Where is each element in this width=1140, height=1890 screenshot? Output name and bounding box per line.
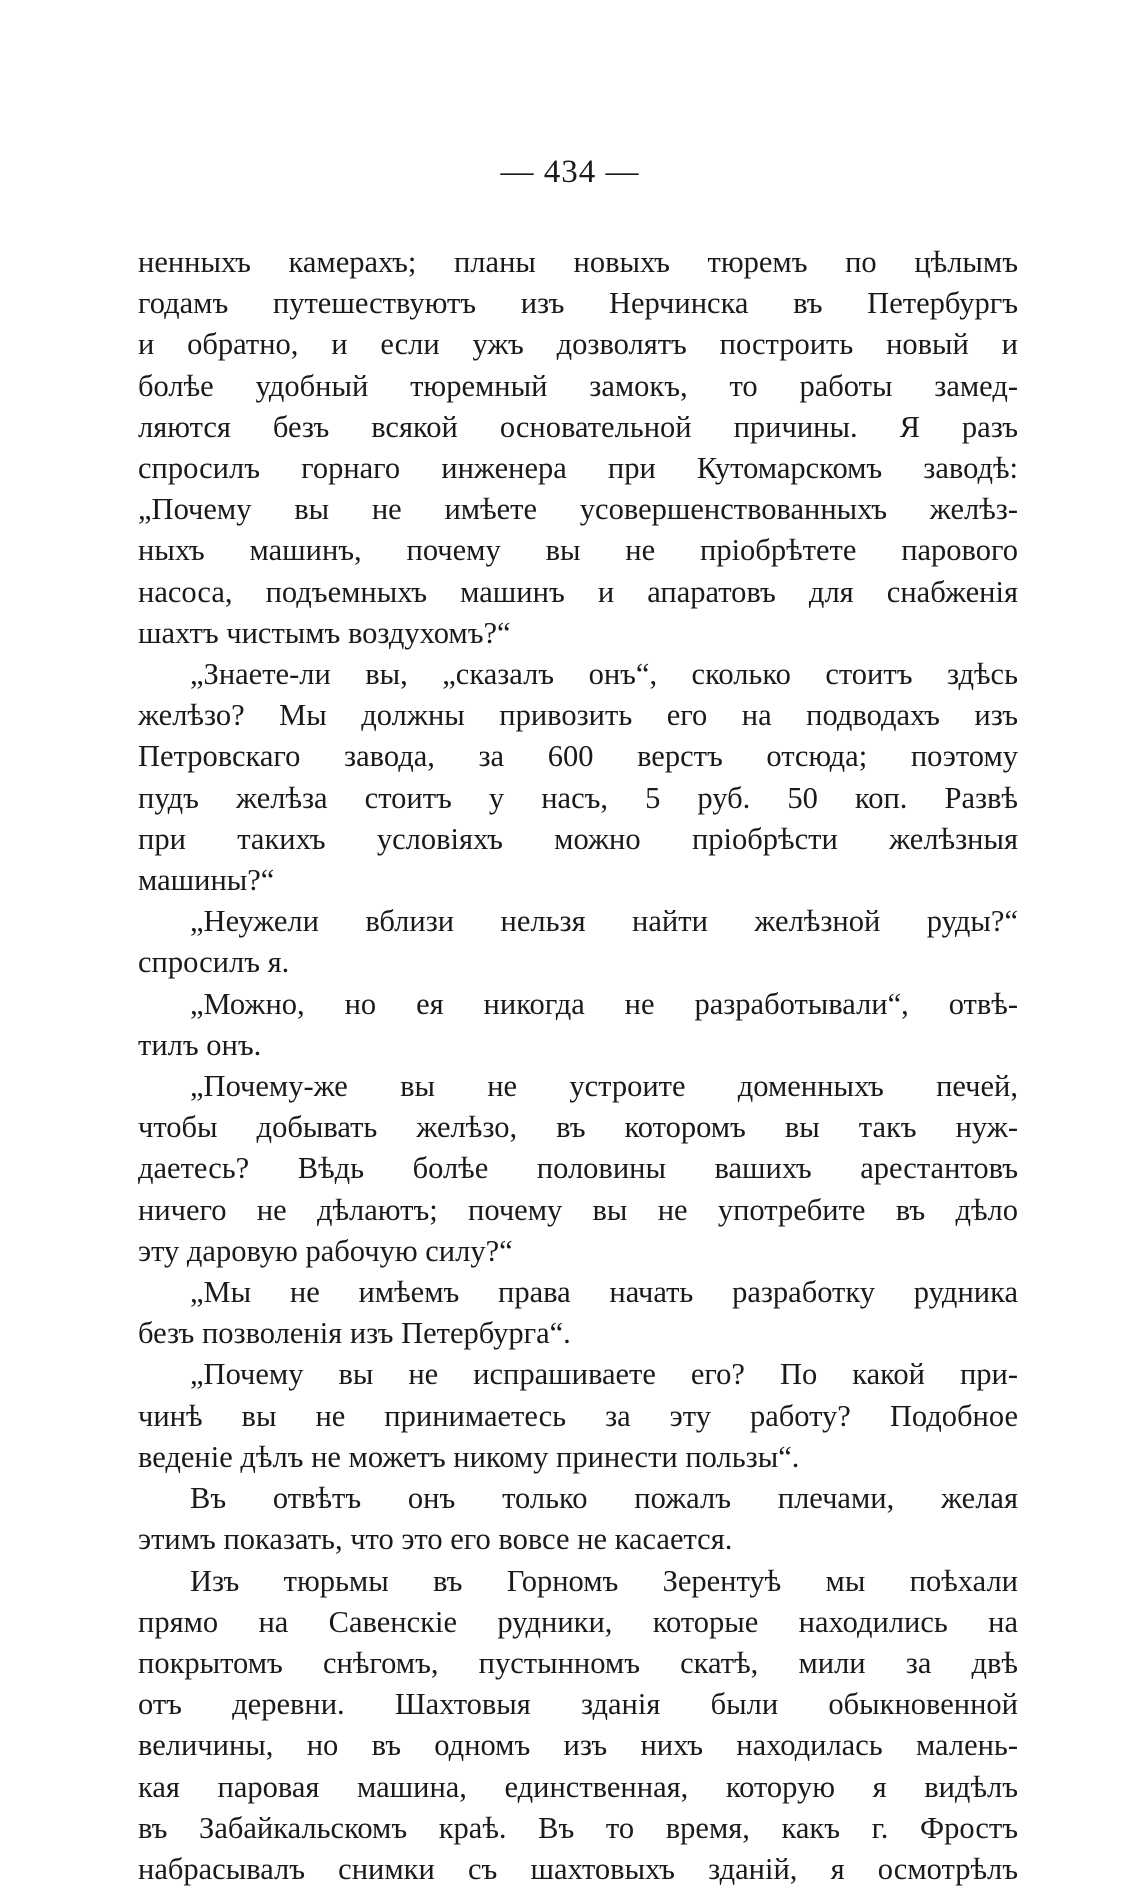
text-line: „Знаете-ли вы, „сказалъ онъ“, сколько стоитъ здѣсь (138, 654, 1018, 695)
text-line: этимъ показать, что это его вовсе не касается. (138, 1519, 1018, 1560)
text-line: машины?“ (138, 860, 1018, 901)
text-line: даетесь? Вѣдь болѣе половины вашихъ арестантовъ (138, 1148, 1018, 1189)
text-line: чинѣ вы не принимаетесь за эту работу? Подобное (138, 1396, 1018, 1437)
text-line: ненныхъ камерахъ; планы новыхъ тюремъ по цѣлымъ (138, 242, 1018, 283)
text-line: при такихъ условіяхъ можно пріобрѣсти желѣзныя (138, 819, 1018, 860)
paragraph (138, 1066, 1018, 1272)
text-line: покрытомъ снѣгомъ, пустынномъ скатѣ, мили за двѣ (138, 1643, 1018, 1684)
text-line: „Неужели вблизи нельзя найти желѣзной руды?“ (138, 901, 1018, 942)
text-line: кая паровая машина, единственная, которую я видѣлъ (138, 1767, 1018, 1808)
paragraph (138, 242, 1018, 654)
text-line: желѣзо? Мы должны привозить его на подводахъ изъ (138, 695, 1018, 736)
body-text (138, 242, 1018, 1890)
text-line: въ Забайкальскомъ краѣ. Въ то время, какъ г. Фростъ (138, 1808, 1018, 1849)
text-line: „Почему вы не имѣете усовершенствованныхъ желѣз- (138, 489, 1018, 530)
text-line: безъ позволенія изъ Петербурга“. (138, 1313, 1018, 1354)
text-line: отъ деревни. Шахтовыя зданія были обыкновенной (138, 1684, 1018, 1725)
paragraph (138, 1561, 1018, 1890)
paragraph (138, 984, 1018, 1066)
paragraph (138, 1354, 1018, 1478)
text-line: эту даровую рабочую силу?“ (138, 1231, 1018, 1272)
text-line: болѣе удобный тюремный замокъ, то работы замед- (138, 366, 1018, 407)
text-line: Изъ тюрьмы въ Горномъ Зерентуѣ мы поѣхали (138, 1561, 1018, 1602)
text-line: шахтъ чистымъ воздухомъ?“ (138, 613, 1018, 654)
page-number: — 434 — (0, 154, 1140, 191)
text-line: насоса, подъемныхъ машинъ и апаратовъ для снабженія (138, 572, 1018, 613)
text-line: тилъ онъ. (138, 1025, 1018, 1066)
text-line: величины, но въ одномъ изъ нихъ находилась малень- (138, 1725, 1018, 1766)
text-line: Петровскаго завода, за 600 верстъ отсюда; поэтому (138, 736, 1018, 777)
text-line: Въ отвѣтъ онъ только пожалъ плечами, желая (138, 1478, 1018, 1519)
text-line: пудъ желѣза стоитъ у насъ, 5 руб. 50 коп. Развѣ (138, 778, 1018, 819)
paragraph (138, 1478, 1018, 1560)
text-line: годамъ путешествуютъ изъ Нерчинска въ Петербургъ (138, 283, 1018, 324)
paragraph (138, 1272, 1018, 1354)
text-line: „Можно, но ея никогда не разработывали“, отвѣ- (138, 984, 1018, 1025)
text-line: спросилъ горнаго инженера при Кутомарскомъ заводѣ: (138, 448, 1018, 489)
text-line: ляются безъ всякой основательной причины. Я разъ (138, 407, 1018, 448)
text-line: и обратно, и если ужъ дозволятъ построить новый и (138, 324, 1018, 365)
paragraph (138, 654, 1018, 901)
text-line: „Почему-же вы не устроите доменныхъ печей, (138, 1066, 1018, 1107)
text-line: „Мы не имѣемъ права начать разработку рудника (138, 1272, 1018, 1313)
text-line: веденіе дѣлъ не можетъ никому принести пользы“. (138, 1437, 1018, 1478)
text-line: спросилъ я. (138, 942, 1018, 983)
paragraph (138, 901, 1018, 983)
text-line: набрасывалъ снимки съ шахтовыхъ зданій, я осмотрѣлъ (138, 1849, 1018, 1890)
text-line: прямо на Савенскіе рудники, которые находились на (138, 1602, 1018, 1643)
text-line: „Почему вы не испрашиваете его? По какой при- (138, 1354, 1018, 1395)
text-line: чтобы добывать желѣзо, въ которомъ вы такъ нуж- (138, 1107, 1018, 1148)
text-line: ныхъ машинъ, почему вы не пріобрѣтете парового (138, 530, 1018, 571)
text-line: ничего не дѣлаютъ; почему вы не употребите въ дѣло (138, 1190, 1018, 1231)
